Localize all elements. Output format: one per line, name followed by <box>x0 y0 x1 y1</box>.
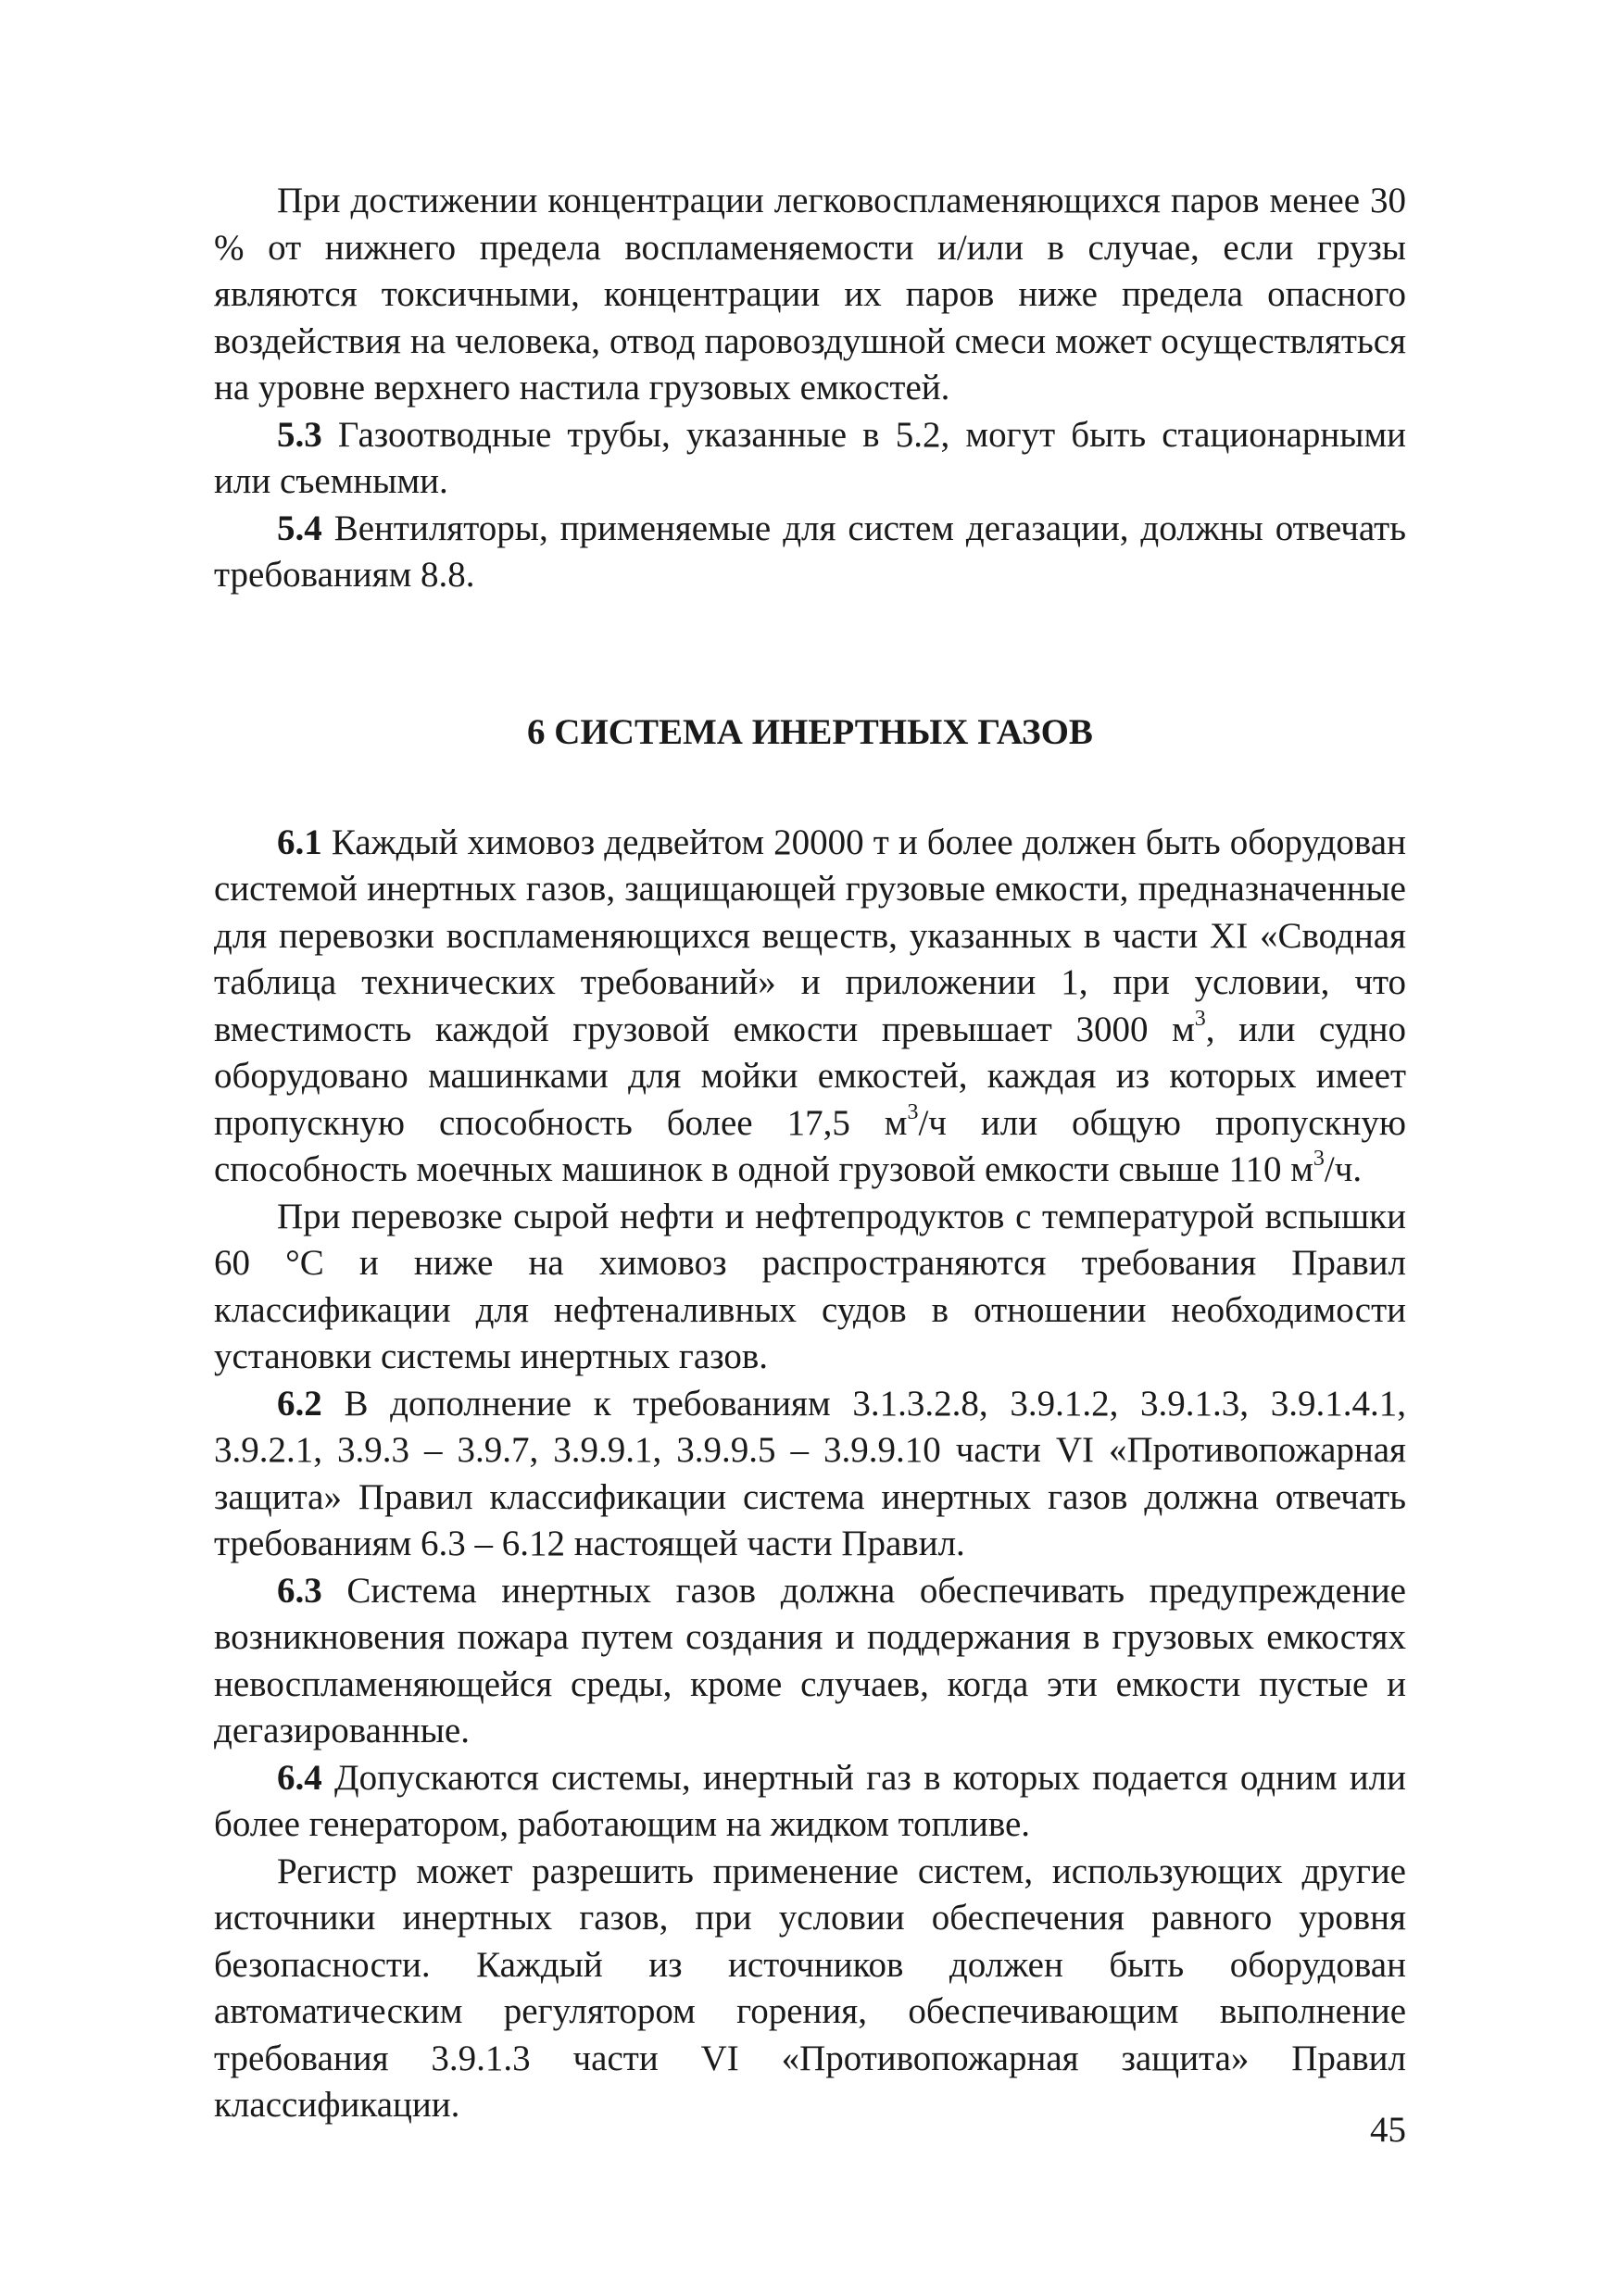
section-heading: 6 СИСТЕМА ИНЕРТНЫХ ГАЗОВ <box>527 711 1093 752</box>
clause-number: 5.4 <box>277 508 322 548</box>
superscript: 3 <box>907 1099 919 1124</box>
clause-text: /ч. <box>1324 1149 1363 1189</box>
clause-number: 6.4 <box>277 1757 322 1798</box>
paragraph-6-4 <box>214 1755 1406 1849</box>
clause-text: /ч или общую пропускную способность моечных машинок в одной грузовой емкости свыше 110 м <box>214 1102 1407 1189</box>
paragraph-6-1 <box>214 820 1406 1194</box>
page-number: 45 <box>1370 2110 1406 2150</box>
clause-text: Каждый химовоз дедвейтом 20000 т и более должен быть оборудован системой инертных газов, защищающей грузовые емкости, предназначенные для перевозки воспламеняющихся веществ, указанных в части XI «Сводная таблица технических требований» и приложении 1, при условии, что вместимость каждой грузовой емкости превышает 3000 м <box>214 822 1406 1049</box>
clause-text: Газоотводные трубы, указанные в 5.2, могут быть стационарными или съемными. <box>214 414 1406 501</box>
superscript: 3 <box>1194 1006 1206 1031</box>
clause-text: В дополнение к требованиям 3.1.3.2.8, 3.9.1.2, 3.9.1.3, 3.9.1.4.1, 3.9.2.1, 3.9.3 – 3.9.7, 3.9.9.1, 3.9.9.5 – 3.9.9.10 части VI «Противопожарная защита» Правил классификации система инертных газов должна отвечать требованиям 6.3 – 6.12 настоящей части Правил. <box>214 1383 1406 1563</box>
clause-text: , или судно оборудовано машинками для мойки емкостей, каждая из которых имеет пропускную способность более 17,5 м <box>214 1009 1406 1143</box>
clause-number: 5.3 <box>277 414 322 455</box>
paragraph-5-2-continuation: При достижении концентрации легковоспламеняющихся паров менее 30 % от нижнего предела воспламеняемости и/или в случае, если грузы являются токсичными, концентрации их паров ниже предела опасного воздействия на человека, отвод паровоздушной смеси может осуществляться на уровне верхнего настила грузовых емкостей. <box>214 181 1406 408</box>
document-body <box>214 178 1406 2129</box>
clause-text: Система инертных газов должна обеспечивать предупреждение возникновения пожара путем создания и поддержания в грузовых емкостях невоспламеняющейся среды, кроме случаев, когда эти емкости пустые и дегазированные. <box>214 1570 1406 1750</box>
paragraph-5-3 <box>214 412 1406 506</box>
paragraph-6-4-continuation: Регистр может разрешить применение систем, использующих другие источники инертных газов, при условии обеспечения равного уровня безопасности. Каждый из источников должен быть оборудован автоматическим регулятором горения, обеспечивающим выполнение требования 3.9.1.3 части VI «Противопожарная защита» Правил классификации. <box>214 1851 1406 2125</box>
clause-text: Вентиляторы, применяемые для систем дегазации, должны отвечать требованиям 8.8. <box>214 508 1406 595</box>
clause-text: Допускаются системы, инертный газ в которых подается одним или более генератором, работающим на жидком топливе. <box>214 1757 1406 1844</box>
clause-number: 6.2 <box>277 1383 322 1424</box>
paragraph-6-2 <box>214 1381 1406 1568</box>
paragraph-6-1-continuation: При перевозке сырой нефти и нефтепродуктов с температурой вспышки 60 °С и ниже на химовоз распространяются требования Правил классификации для нефтеналивных судов в отношении необходимости установки системы инертных газов. <box>214 1196 1406 1376</box>
paragraph-5-4 <box>214 506 1406 599</box>
clause-number: 6.3 <box>277 1570 322 1611</box>
superscript: 3 <box>1313 1147 1325 1171</box>
paragraph-6-3 <box>214 1568 1406 1755</box>
clause-number: 6.1 <box>277 822 322 862</box>
